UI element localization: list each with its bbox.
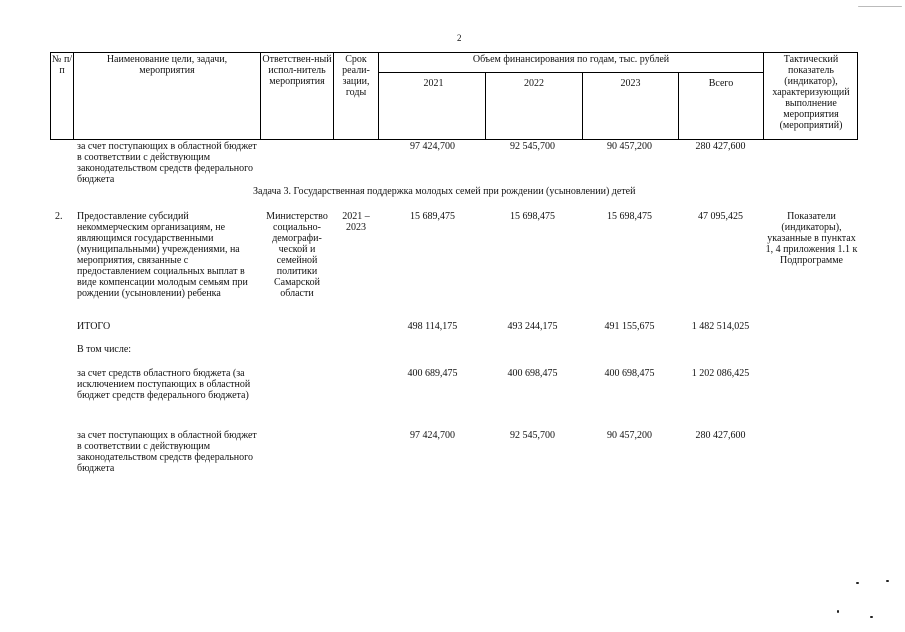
scan-speck	[886, 580, 889, 582]
value-2021: 15 689,475	[410, 211, 455, 222]
row-label: за счет поступающих в областной бюджет в соответствии с действующим законодательством средств федерального бюджета	[77, 430, 257, 474]
header-col-indicator: Тактический показатель (индикатор), характеризующий выполнение мероприятия (мероприятий)	[772, 54, 850, 131]
row-responsible: Министерство социально-демографи-ческой и семейной политики Самарской области	[266, 211, 328, 299]
scan-speck	[837, 610, 839, 613]
row-label: Предоставление субсидий некоммерческим организациям, не являющимся государственными (муниципальными) учреждениями, на мероприятия, связанные с предоставлением социальных выплат в виде компенсации молодым семьям при рождении (усыновлении) ребенка	[77, 211, 248, 299]
scan-speck	[858, 6, 902, 7]
row-label: за счет средств областного бюджета (за исключением поступающих в областной бюджет средств федерального бюджета)	[77, 368, 251, 401]
value-2022: 493 244,175	[507, 321, 558, 332]
row-label: ИТОГО	[77, 321, 111, 332]
scan-speck	[856, 582, 859, 584]
value-2023: 491 155,675	[604, 321, 655, 332]
value-2023: 15 698,475	[607, 211, 652, 222]
header-col-term: Срок реали-зации, годы	[342, 54, 370, 98]
scan-speck	[870, 616, 873, 618]
row-indicator: Показатели (индикаторы), указанные в пунктах 1, 4 приложения 1.1 к Подпрограмме	[765, 211, 858, 266]
page-number: 2	[457, 33, 462, 43]
row-number: 2.	[55, 211, 63, 222]
value-2021: 97 424,700	[410, 141, 455, 152]
value-2023: 90 457,200	[607, 430, 652, 441]
value-2021: 400 689,475	[407, 368, 458, 379]
header-year-2023: 2023	[620, 78, 641, 89]
row-term: 2021 – 2023	[342, 211, 370, 233]
header-year-2021: 2021	[423, 78, 444, 89]
header-col-name: Наименование цели, задачи, мероприятия	[106, 54, 228, 76]
value-2022: 92 545,700	[510, 141, 555, 152]
header-col-number: № п/п	[51, 54, 73, 76]
value-2022: 400 698,475	[507, 368, 558, 379]
value-total: 47 095,425	[698, 211, 743, 222]
value-total: 1 202 086,425	[691, 368, 750, 379]
header-col-funding: Объем финансирования по годам, тыс. рублей	[472, 54, 670, 65]
row-label: за счет поступающих в областной бюджет в соответствии с действующим законодательством средств федерального бюджета	[77, 141, 257, 185]
header-year-2022: 2022	[524, 78, 544, 89]
value-2023: 90 457,200	[607, 141, 652, 152]
header-total: Всего	[708, 78, 734, 89]
value-total: 1 482 514,025	[691, 321, 750, 332]
value-2021: 97 424,700	[410, 430, 455, 441]
value-total: 280 427,600	[695, 141, 746, 152]
value-2022: 92 545,700	[510, 430, 555, 441]
value-2023: 400 698,475	[604, 368, 655, 379]
task-heading: Задача 3. Государственная поддержка молодых семей при рождении (усыновлении) детей	[253, 186, 636, 197]
value-total: 280 427,600	[695, 430, 746, 441]
value-2021: 498 114,175	[407, 321, 458, 332]
header-col-responsible: Ответствен-ный испол-нитель мероприятия	[262, 54, 332, 87]
value-2022: 15 698,475	[510, 211, 555, 222]
including-label: В том числе:	[77, 344, 132, 355]
